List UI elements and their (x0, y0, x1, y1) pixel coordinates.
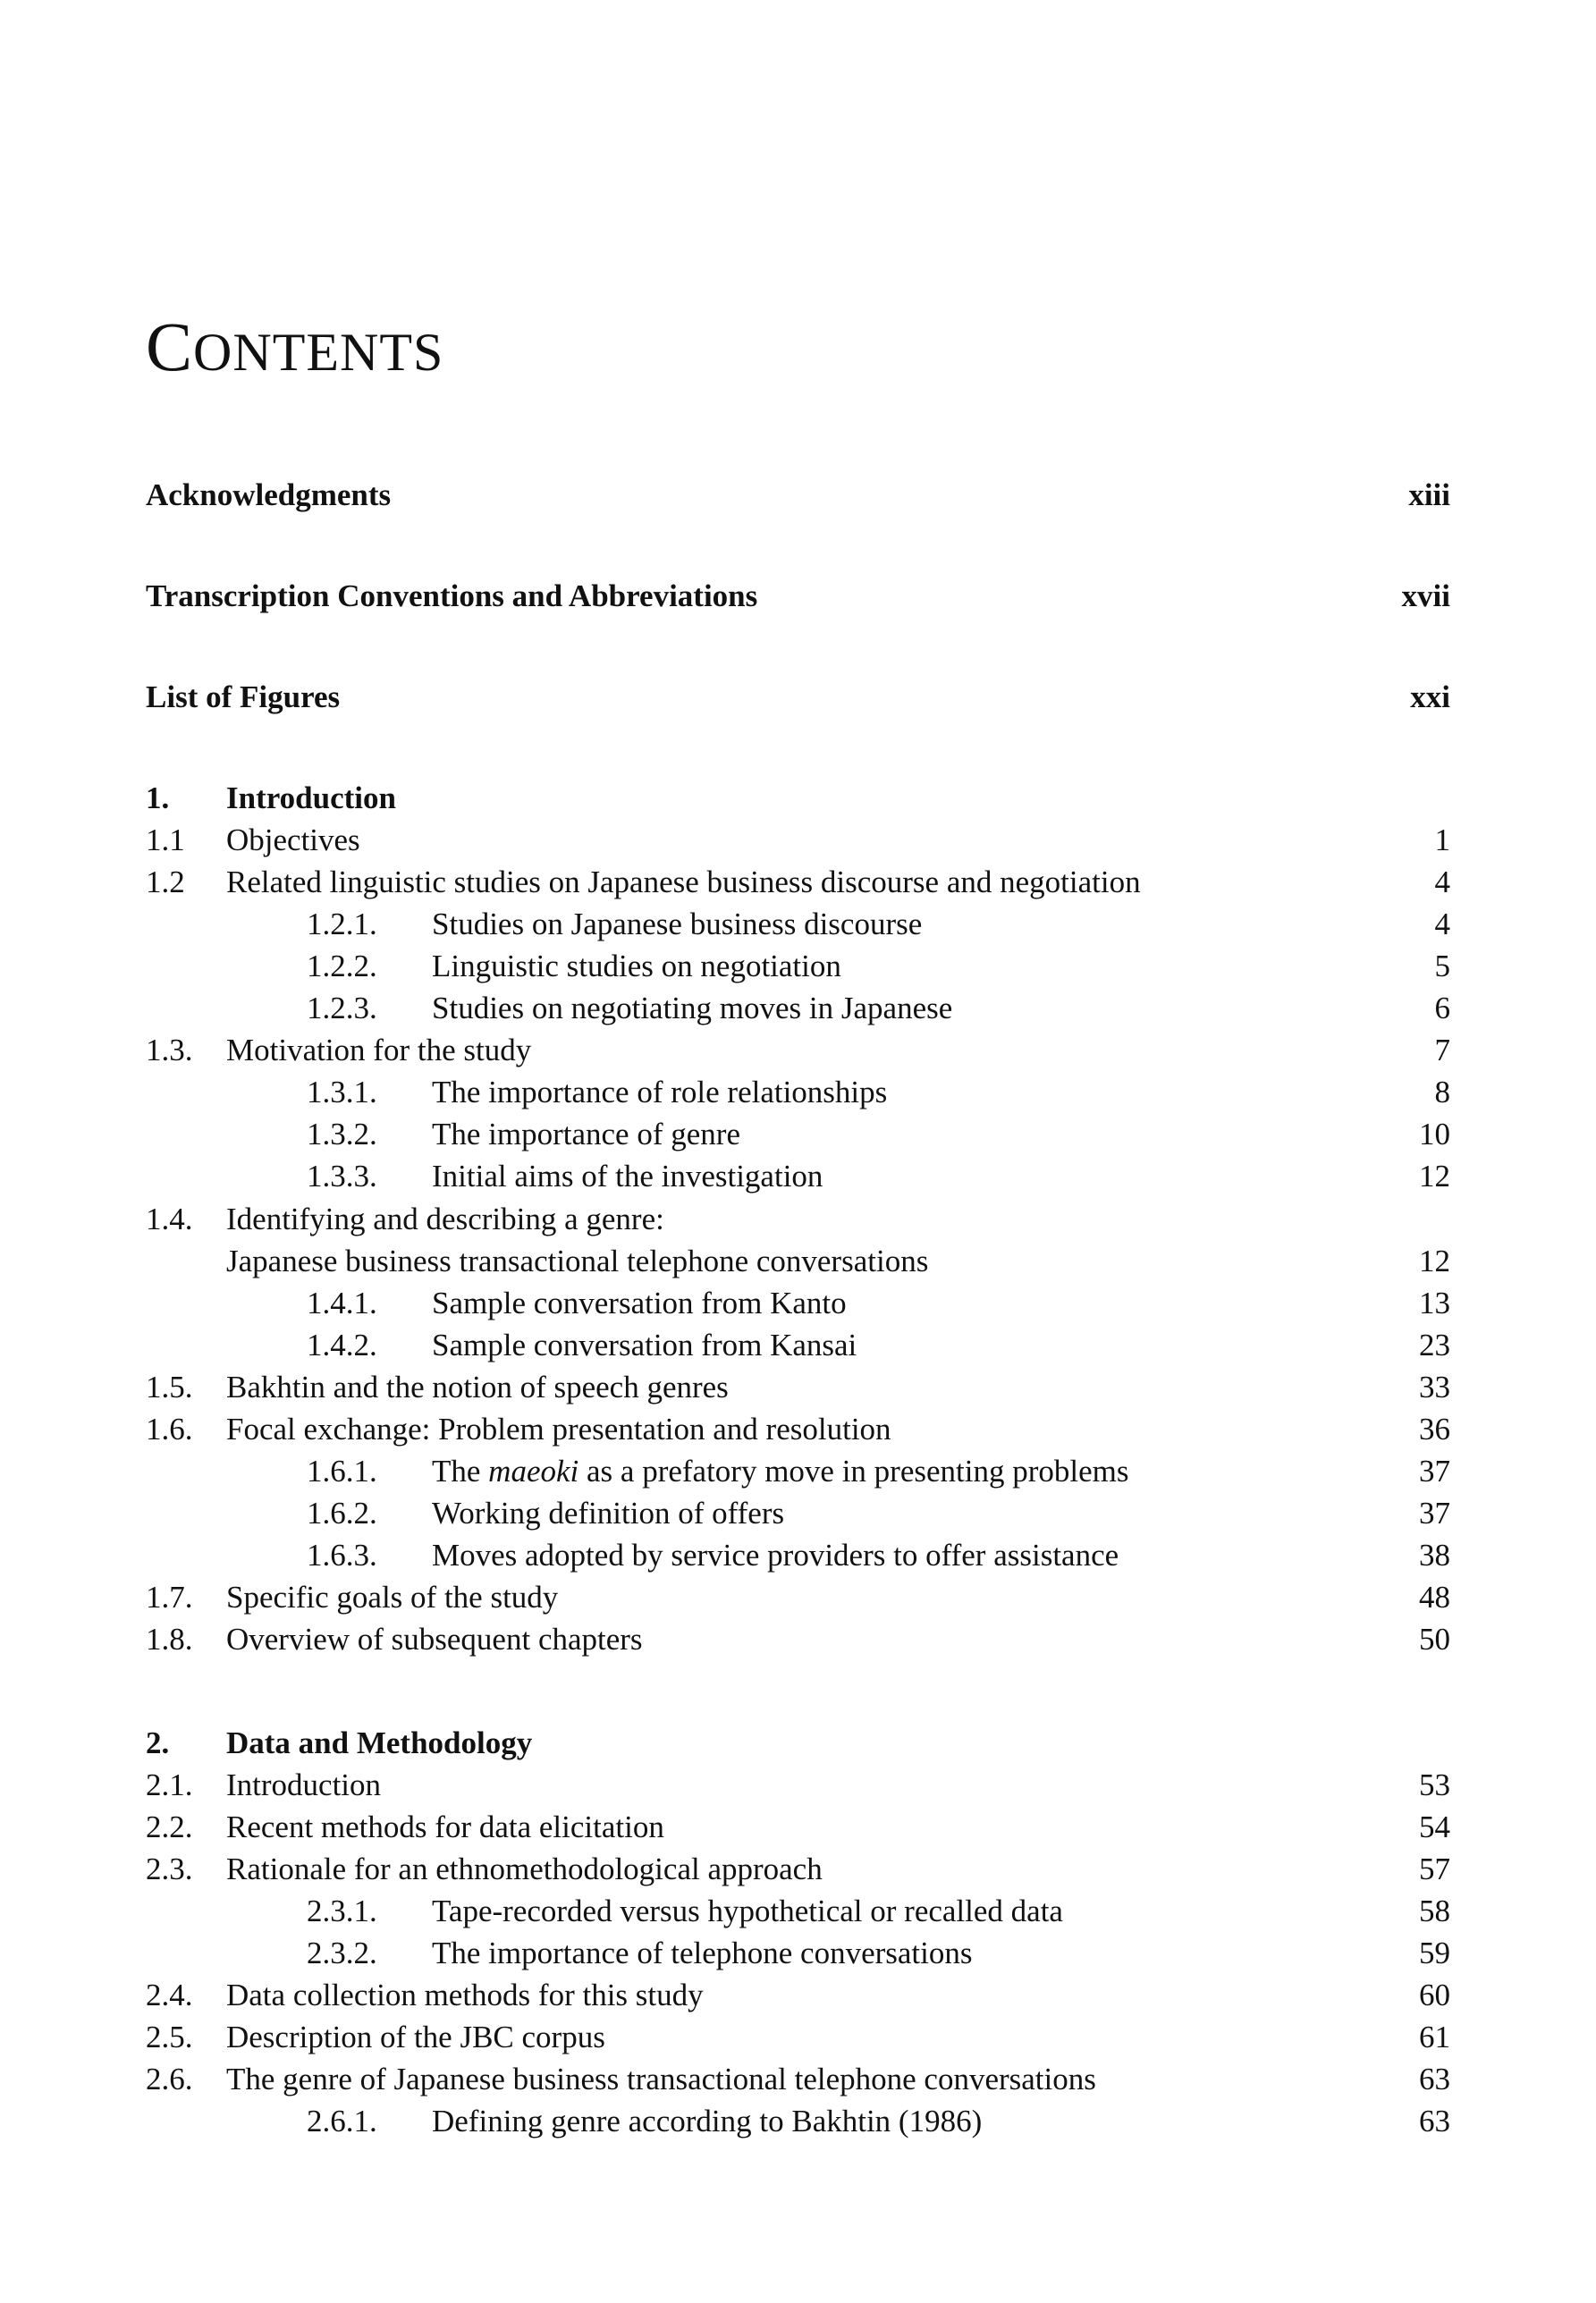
toc-entry[interactable] (0, 1493, 1596, 1534)
toc-entry-page: 50 (1419, 1622, 1450, 1657)
toc-entry-label: The importance of telephone conversations (432, 1936, 973, 1970)
toc-entry-number: 2.6.1. (307, 2104, 377, 2138)
toc-entry-number: 1.1 (146, 822, 185, 857)
toc-entry-number: 1.5. (146, 1370, 193, 1405)
chapter-heading-2[interactable] (0, 1723, 1596, 1764)
toc-entry-page: 53 (1419, 1767, 1450, 1802)
toc-entry[interactable] (0, 988, 1596, 1029)
label-post: as a prefatory move in presenting problems (578, 1454, 1129, 1489)
toc-entry-page: 59 (1419, 1936, 1450, 1970)
toc-entry[interactable] (0, 1975, 1596, 2016)
toc-entry-label: Studies on negotiating moves in Japanese (432, 991, 953, 1025)
toc-entry-page: xiii (1408, 477, 1450, 512)
toc-entry[interactable] (0, 1891, 1596, 1932)
toc-entry-label: Specific goals of the study (226, 1580, 559, 1615)
toc-entry-page: 48 (1419, 1580, 1450, 1615)
toc-entry-number: 1.7. (146, 1580, 193, 1615)
toc-entry-label: Recent methods for data elicitation (226, 1810, 664, 1844)
toc-entry[interactable] (0, 1409, 1596, 1450)
toc-entry-page: 10 (1419, 1117, 1450, 1152)
page-title (146, 307, 443, 387)
toc-entry-page: 61 (1419, 2020, 1450, 2054)
toc-entry[interactable] (0, 1535, 1596, 1576)
toc-entry-label: Sample conversation from Kanto (432, 1286, 847, 1320)
toc-entry-label: Focal exchange: Problem presentation and resolution (226, 1412, 891, 1447)
toc-entry-acknowledgments[interactable] (0, 475, 1596, 516)
toc-entry-number: 2.3.1. (307, 1894, 377, 1928)
toc-entry-label: Linguistic studies on negotiation (432, 949, 841, 983)
toc-entry-page: 33 (1419, 1370, 1450, 1405)
toc-entry-page: 4 (1434, 865, 1450, 899)
toc-entry[interactable] (0, 820, 1596, 861)
toc-entry-label: Motivation for the study (226, 1033, 532, 1067)
toc-entry[interactable] (0, 1577, 1596, 1618)
toc-entry-number: 2.2. (146, 1810, 193, 1844)
toc-entry-label: Working definition of offers (432, 1496, 785, 1531)
toc-entry[interactable] (0, 1367, 1596, 1408)
toc-entry-number: 2.3.2. (307, 1936, 377, 1970)
toc-entry-page: 23 (1419, 1328, 1450, 1362)
toc-entry-label: Sample conversation from Kansai (432, 1328, 857, 1362)
toc-entry-label: Identifying and describing a genre: (226, 1202, 664, 1236)
toc-entry[interactable] (0, 1765, 1596, 1806)
toc-entry-number: 1.2.1. (307, 907, 377, 941)
toc-entry[interactable] (0, 946, 1596, 987)
toc-entry-transcription-conventions[interactable] (0, 576, 1596, 617)
chapter-heading-1[interactable] (0, 778, 1596, 819)
toc-entry[interactable] (0, 1030, 1596, 1071)
toc-entry-page: 38 (1419, 1538, 1450, 1573)
toc-entry[interactable] (0, 2101, 1596, 2142)
toc-entry-label: Tape-recorded versus hypothetical or recalled data (432, 1894, 1063, 1928)
title-rest: ONTENTS (193, 323, 444, 382)
chapter-number: 2. (146, 1725, 170, 1760)
toc-entry-label: Studies on Japanese business discourse (432, 907, 923, 941)
toc-entry-continuation[interactable] (0, 1241, 1596, 1282)
toc-entry-label: Data collection methods for this study (226, 1978, 704, 2012)
toc-entry[interactable] (0, 1849, 1596, 1890)
toc-entry-number: 1.6.2. (307, 1496, 377, 1531)
toc-entry-label: Transcription Conventions and Abbreviations (146, 578, 758, 613)
toc-entry-number: 1.2 (146, 865, 185, 899)
toc-entry-page: 12 (1419, 1244, 1450, 1278)
toc-entry-label: Introduction (226, 1767, 382, 1802)
toc-entry-number: 1.6.1. (307, 1454, 377, 1489)
toc-entry-page: 4 (1434, 907, 1450, 941)
toc-entry[interactable] (0, 2059, 1596, 2100)
toc-entry-label: Overview of subsequent chapters (226, 1622, 643, 1657)
toc-entry-number: 1.2.3. (307, 991, 377, 1025)
chapter-title: Introduction (226, 780, 396, 815)
toc-entry[interactable] (0, 862, 1596, 903)
toc-entry-label: Bakhtin and the notion of speech genres (226, 1370, 729, 1405)
toc-entry-page: 5 (1434, 949, 1450, 983)
toc-entry-label: Initial aims of the investigation (432, 1159, 823, 1194)
toc-entry-label: Related linguistic studies on Japanese business discourse and negotiation (226, 865, 1141, 899)
toc-entry-page: 13 (1419, 1286, 1450, 1320)
toc-entry[interactable] (0, 1325, 1596, 1366)
toc-entry-label: Objectives (226, 822, 360, 857)
toc-entry-page: 6 (1434, 991, 1450, 1025)
toc-entry-number: 1.6.3. (307, 1538, 377, 1573)
toc-entry-page: 37 (1419, 1496, 1450, 1531)
toc-entry-label (432, 1451, 1128, 1492)
toc-entry-number: 2.1. (146, 1767, 193, 1802)
toc-entry[interactable] (0, 1283, 1596, 1324)
toc-entry-page: 54 (1419, 1810, 1450, 1844)
toc-entry[interactable] (0, 1807, 1596, 1848)
toc-entry-page: 36 (1419, 1412, 1450, 1447)
toc-entry-number: 2.3. (146, 1852, 193, 1886)
label-pre: The (432, 1454, 489, 1489)
toc-entry-label: The importance of genre (432, 1117, 740, 1152)
toc-entry-page: 58 (1419, 1894, 1450, 1928)
toc-entry-number: 1.3. (146, 1033, 193, 1067)
toc-entry-number: 1.4. (146, 1202, 193, 1236)
toc-entry-number: 2.6. (146, 2062, 193, 2096)
toc-entry-page: xvii (1401, 578, 1450, 613)
toc-entry-label: List of Figures (146, 679, 341, 714)
label-italic-term: maeoki (488, 1454, 579, 1489)
toc-entry-page: 63 (1419, 2062, 1450, 2096)
toc-entry-label: Defining genre according to Bakhtin (1986) (432, 2104, 983, 2138)
toc-entry-number: 1.4.2. (307, 1328, 377, 1362)
toc-entry-label: Acknowledgments (146, 477, 392, 512)
toc-entry[interactable] (0, 1933, 1596, 1974)
toc-entry-page: 57 (1419, 1852, 1450, 1886)
title-initial: C (146, 308, 194, 385)
toc-entry-number: 1.3.2. (307, 1117, 377, 1152)
toc-entry[interactable] (0, 1619, 1596, 1660)
chapter-title: Data and Methodology (226, 1725, 533, 1760)
toc-entry-label: The importance of role relationships (432, 1075, 888, 1109)
toc-entry[interactable] (0, 904, 1596, 945)
toc-entry-page: 63 (1419, 2104, 1450, 2138)
toc-entry[interactable] (0, 1072, 1596, 1113)
toc-entry-number: 1.8. (146, 1622, 193, 1657)
toc-entry-page: 8 (1434, 1075, 1450, 1109)
toc-entry-number: 2.5. (146, 2020, 193, 2054)
toc-entry-label: Moves adopted by service providers to offer assistance (432, 1538, 1119, 1573)
toc-entry-number: 1.3.1. (307, 1075, 377, 1109)
toc-entry-label: Japanese business transactional telephone conversations (226, 1244, 929, 1278)
toc-entry[interactable] (0, 1156, 1596, 1197)
toc-entry[interactable] (0, 2017, 1596, 2058)
toc-entry[interactable] (0, 1199, 1596, 1240)
toc-entry-page: 60 (1419, 1978, 1450, 2012)
toc-entry-number: 1.4.1. (307, 1286, 377, 1320)
chapter-number: 1. (146, 780, 170, 815)
toc-entry-page: 12 (1419, 1159, 1450, 1194)
toc-entry-page: xxi (1410, 679, 1450, 714)
toc-entry-page: 7 (1434, 1033, 1450, 1067)
toc-entry-label: Description of the JBC corpus (226, 2020, 605, 2054)
toc-entry-number: 1.2.2. (307, 949, 377, 983)
toc-entry-label: Rationale for an ethnomethodological approach (226, 1852, 823, 1886)
toc-entry-number: 2.4. (146, 1978, 193, 2012)
toc-entry[interactable] (0, 1114, 1596, 1155)
toc-entry-page: 1 (1434, 822, 1450, 857)
toc-entry-page: 37 (1419, 1454, 1450, 1489)
toc-entry-number: 1.3.3. (307, 1159, 377, 1194)
toc-entry[interactable] (0, 1451, 1596, 1492)
toc-entry-list-of-figures[interactable] (0, 677, 1596, 718)
toc-entry-number: 1.6. (146, 1412, 193, 1447)
toc-entry-label: The genre of Japanese business transactional telephone conversations (226, 2062, 1096, 2096)
